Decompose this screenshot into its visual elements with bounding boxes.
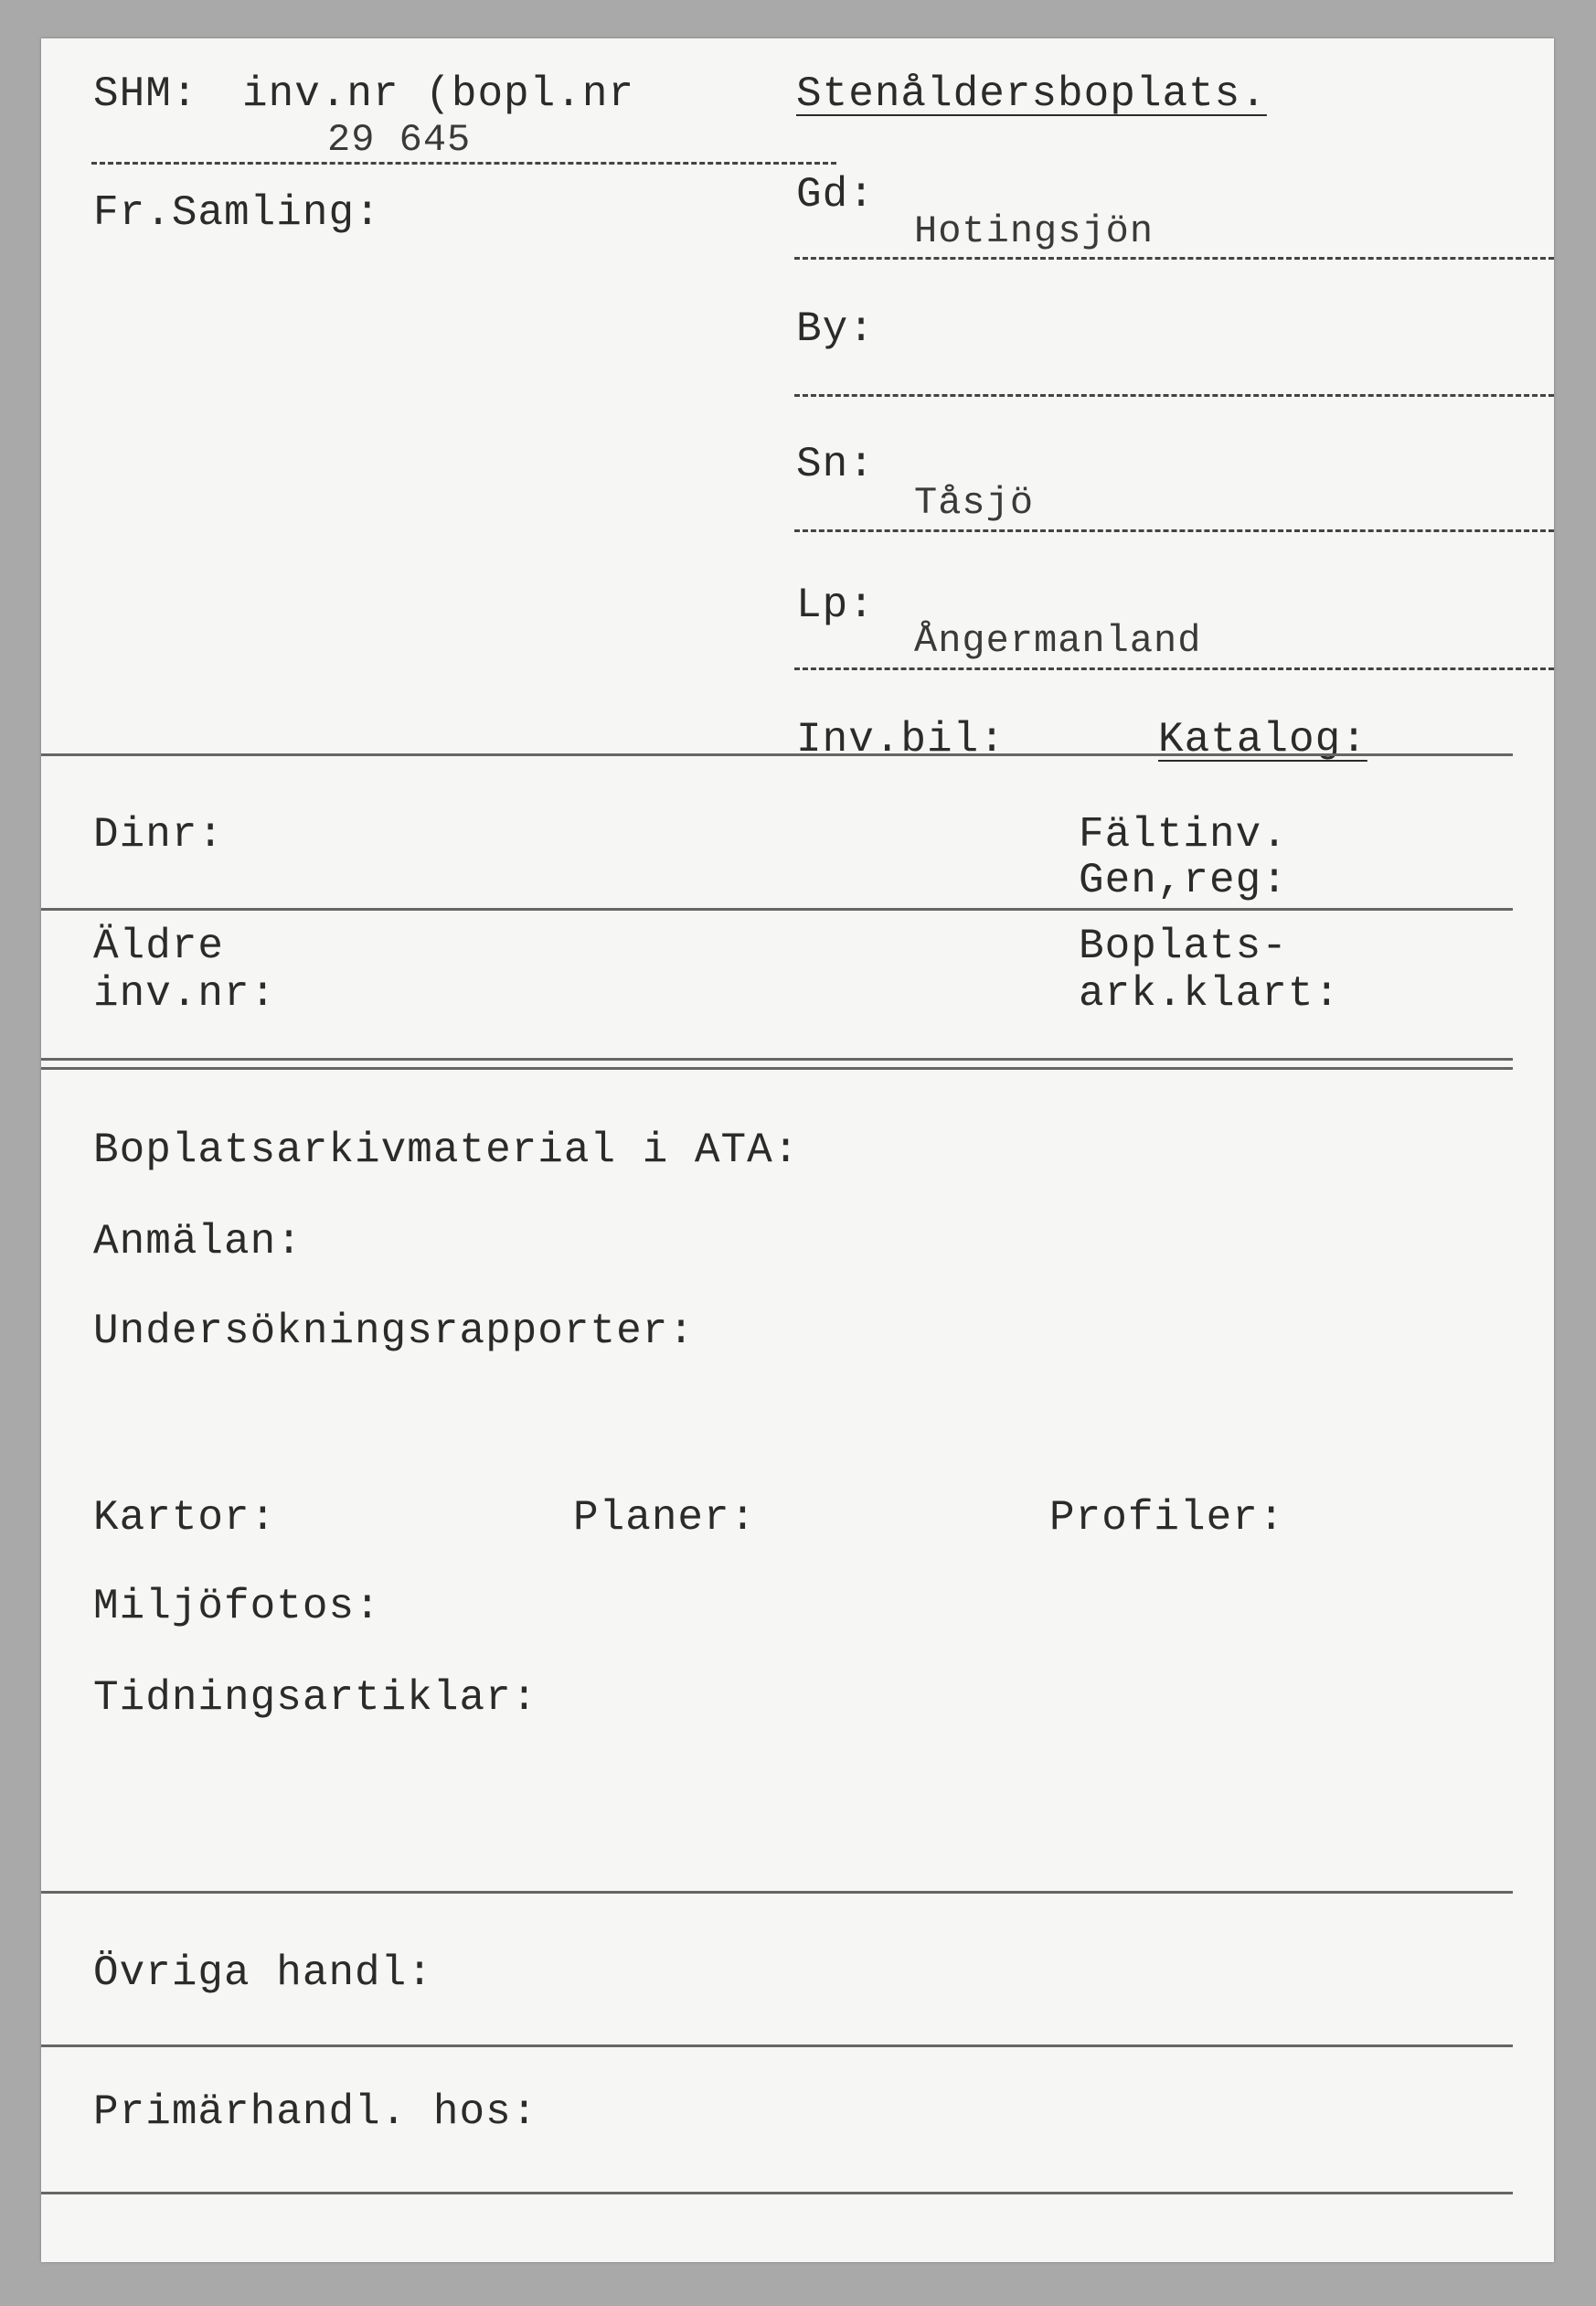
by-line: [794, 394, 1554, 397]
miljofotos-label: Miljöfotos:: [93, 1583, 381, 1630]
sn-value: Tåsjö: [914, 481, 1035, 525]
ovriga-label: Övriga handl:: [93, 1949, 433, 1997]
lp-line: [794, 667, 1554, 670]
sn-line: [794, 529, 1554, 532]
sn-label: Sn:: [796, 441, 875, 488]
aldre-label: Äldre: [93, 923, 225, 970]
undersokning-label: Undersökningsrapporter:: [93, 1308, 695, 1355]
divider-1: [41, 753, 1513, 756]
gd-label: Gd:: [796, 171, 875, 219]
boplats-label: Boplats-: [1079, 923, 1288, 970]
lp-value: Ångermanland: [914, 619, 1202, 663]
inv-bil-label: Inv.bil:: [796, 716, 1005, 763]
divider-2: [41, 908, 1513, 911]
tidningsartiklar-label: Tidningsartiklar:: [93, 1674, 538, 1722]
double-divider-top: [41, 1058, 1513, 1061]
faltinv-label: Fältinv.: [1079, 811, 1288, 859]
gen-reg-label: Gen,reg:: [1079, 857, 1288, 904]
profiler-label: Profiler:: [1049, 1494, 1285, 1542]
divider-3: [41, 1891, 1513, 1894]
primar-label: Primärhandl. hos:: [93, 2088, 538, 2136]
kartor-label: Kartor:: [93, 1494, 277, 1542]
inv-nr-label: inv.nr:: [93, 970, 277, 1018]
planer-label: Planer:: [573, 1494, 757, 1542]
archive-heading: Boplatsarkivmaterial i ATA:: [93, 1126, 800, 1174]
ark-klart-label: ark.klart:: [1079, 970, 1341, 1018]
divider-5: [41, 2192, 1513, 2194]
gd-line: [794, 257, 1554, 260]
inv-number-line: [91, 162, 836, 165]
double-divider-bottom: [41, 1067, 1513, 1070]
dinr-label: Dinr:: [93, 811, 225, 859]
card-title: Stenåldersboplats.: [796, 70, 1267, 118]
lp-label: Lp:: [796, 582, 875, 629]
inv-number: 29 645: [327, 118, 472, 162]
by-label: By:: [796, 305, 875, 353]
anmalan-label: Anmälan:: [93, 1218, 303, 1265]
inv-label: inv.nr (bopl.nr: [242, 70, 635, 118]
catalog-card: [41, 38, 1554, 2262]
divider-4: [41, 2044, 1513, 2047]
katalog-label: Katalog:: [1158, 716, 1367, 763]
gd-value: Hotingsjön: [914, 209, 1154, 253]
shm-label: SHM:: [93, 70, 198, 118]
fr-samling-label: Fr.Samling:: [93, 189, 381, 237]
